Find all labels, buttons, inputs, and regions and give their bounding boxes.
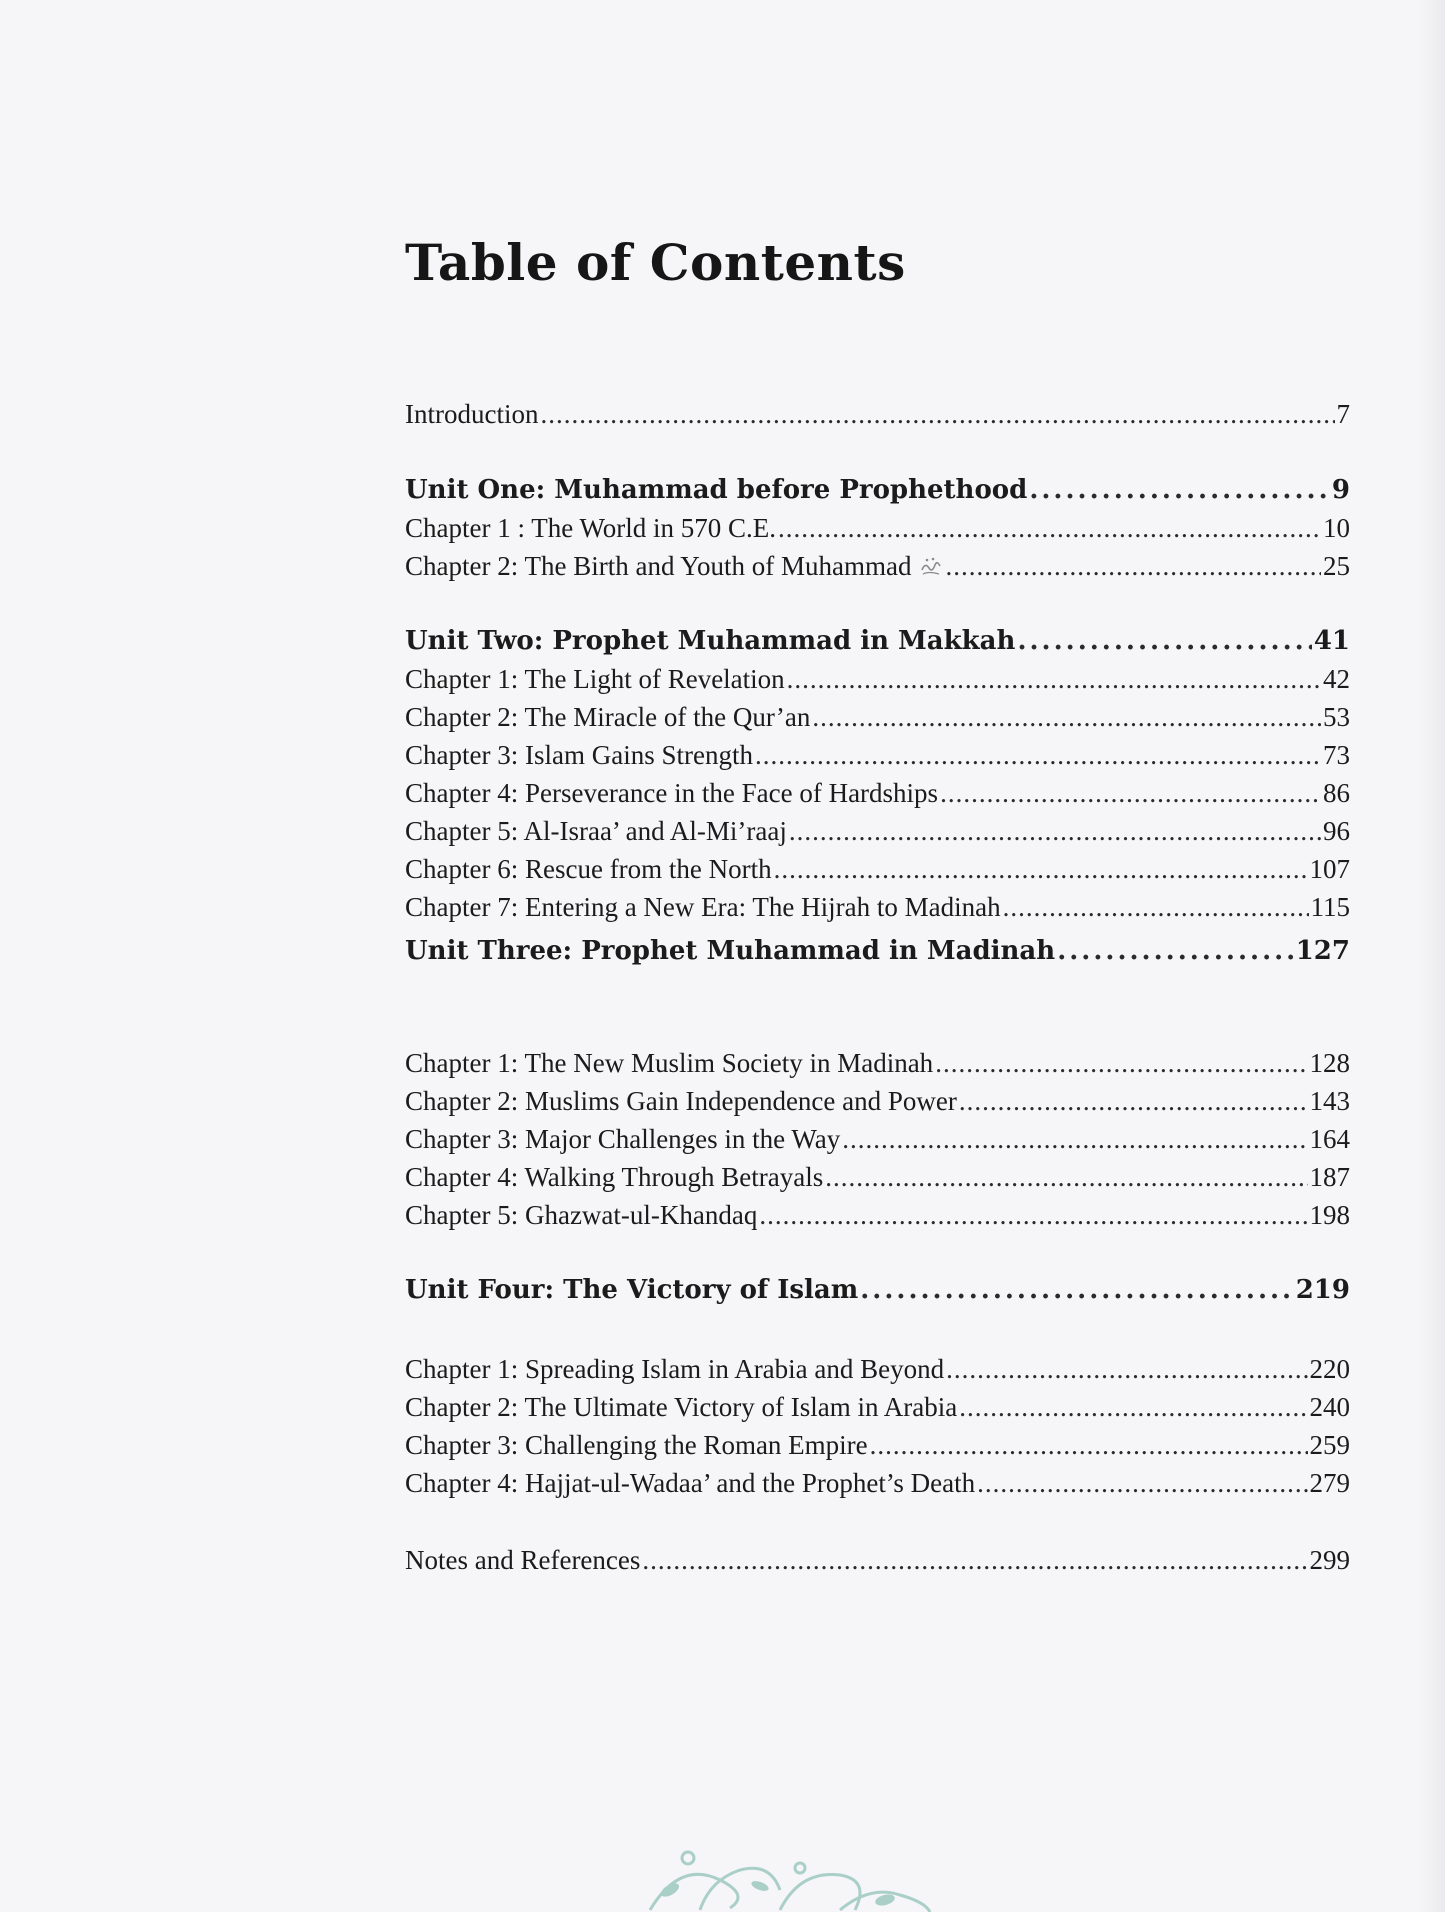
chapter-title: Chapter 1: The New Muslim Society in Madinah — [405, 1048, 934, 1078]
dot-leader — [789, 812, 1321, 850]
toc-unit-three-block — [405, 932, 1350, 970]
chapter-title: Chapter 3: Islam Gains Strength — [405, 740, 753, 770]
toc-page-number: 107 — [1309, 854, 1350, 884]
toc-unit-heading[interactable] — [405, 622, 1350, 660]
toc-chapter-entry[interactable] — [405, 1082, 1350, 1120]
dot-leader — [870, 1426, 1308, 1464]
toc-chapter-entry[interactable] — [405, 1464, 1350, 1502]
chapter-title: Chapter 2: The Birth and Youth of Muhammad — [405, 547, 943, 585]
dot-leader — [812, 698, 1321, 736]
chapter-title: Chapter 4: Hajjat-ul-Wadaa’ and the Prophet’s Death — [405, 1468, 976, 1498]
toc-chapter-entry[interactable] — [405, 736, 1350, 774]
chapter-title: Chapter 4: Perseverance in the Face of Hardships — [405, 778, 939, 808]
toc-page-number: 127 — [1295, 936, 1350, 966]
toc-intro-block — [405, 395, 1350, 433]
unit-title: Unit One: Muhammad before Prophethood — [405, 475, 1028, 505]
toc-unit-three-chapters — [405, 1044, 1350, 1234]
dot-leader — [759, 1196, 1307, 1234]
toc-page-number: 299 — [1309, 1545, 1350, 1575]
toc-page-number: 25 — [1323, 551, 1350, 581]
toc-entry-label: Notes and References — [405, 1545, 641, 1575]
toc-page-number: 240 — [1309, 1392, 1350, 1422]
toc-page-number: 187 — [1309, 1162, 1350, 1192]
toc-chapter-entry[interactable] — [405, 1196, 1350, 1234]
toc-chapter-entry[interactable] — [405, 774, 1350, 812]
chapter-title: Chapter 4: Walking Through Betrayals — [405, 1162, 824, 1192]
toc-chapter-entry[interactable] — [405, 660, 1350, 698]
dot-leader — [946, 1350, 1307, 1388]
chapter-title: Chapter 1 : The World in 570 C.E. — [405, 513, 777, 543]
chapter-title: Chapter 6: Rescue from the North — [405, 854, 772, 884]
dot-leader — [778, 509, 1321, 547]
toc-chapter-entry[interactable] — [405, 888, 1350, 926]
toc-chapter-entry[interactable] — [405, 1426, 1350, 1464]
dot-leader — [860, 1271, 1293, 1309]
toc-chapter-entry[interactable] — [405, 509, 1350, 547]
dot-leader — [1017, 622, 1311, 660]
toc-unit-heading[interactable] — [405, 932, 1350, 970]
dot-leader — [1029, 471, 1330, 509]
chapter-title: Chapter 3: Major Challenges in the Way — [405, 1124, 841, 1154]
dot-leader — [977, 1464, 1307, 1502]
toc-entry-notes[interactable] — [405, 1541, 1350, 1579]
dot-leader — [842, 1120, 1307, 1158]
toc-page-number: 219 — [1295, 1275, 1350, 1305]
chapter-title: Chapter 3: Challenging the Roman Empire — [405, 1430, 868, 1460]
toc-notes-block — [405, 1541, 1350, 1579]
floral-ornament-icon — [640, 1840, 940, 1912]
toc-page-number: 198 — [1309, 1200, 1350, 1230]
toc-chapter-entry[interactable] — [405, 547, 1350, 585]
dot-leader — [774, 850, 1308, 888]
page-edge-shadow — [1419, 0, 1445, 1912]
toc-page-number: 164 — [1309, 1124, 1350, 1154]
toc-chapter-entry[interactable] — [405, 1120, 1350, 1158]
toc-unit-four-block — [405, 1271, 1350, 1309]
toc-unit-one-block — [405, 471, 1350, 585]
toc-unit-four-chapters — [405, 1350, 1350, 1502]
toc-unit-heading[interactable] — [405, 471, 1350, 509]
toc-chapter-entry[interactable] — [405, 812, 1350, 850]
toc-page-number: 42 — [1323, 664, 1350, 694]
toc-page-number: 259 — [1309, 1430, 1350, 1460]
dot-leader — [959, 1082, 1308, 1120]
unit-title: Unit Four: The Victory of Islam — [405, 1275, 859, 1305]
toc-page-number: 86 — [1323, 778, 1350, 808]
dot-leader — [1057, 932, 1294, 970]
dot-leader — [940, 774, 1321, 812]
chapter-title: Chapter 5: Ghazwat-ul-Khandaq — [405, 1200, 758, 1230]
toc-page-number: 7 — [1336, 399, 1350, 429]
toc-page-number: 41 — [1313, 626, 1350, 656]
dot-leader — [1003, 888, 1309, 926]
page-title: Table of Contents — [405, 233, 906, 292]
dot-leader — [825, 1158, 1307, 1196]
toc-page-number: 279 — [1309, 1468, 1350, 1498]
dot-leader — [787, 660, 1321, 698]
dot-leader — [540, 395, 1334, 433]
dot-leader — [755, 736, 1321, 774]
chapter-title: Chapter 1: The Light of Revelation — [405, 664, 785, 694]
chapter-title: Chapter 2: Muslims Gain Independence and Power — [405, 1086, 957, 1116]
arabic-blessing-glyph-icon — [919, 550, 943, 574]
toc-page-number: 9 — [1331, 475, 1350, 505]
dot-leader — [935, 1044, 1307, 1082]
toc-unit-heading[interactable] — [405, 1271, 1350, 1309]
dot-leader — [959, 1388, 1307, 1426]
toc-page-number: 10 — [1323, 513, 1350, 543]
unit-title: Unit Two: Prophet Muhammad in Makkah — [405, 626, 1016, 656]
dot-leader — [642, 1541, 1307, 1579]
toc-page-number: 128 — [1309, 1048, 1350, 1078]
toc-page-number: 96 — [1323, 816, 1350, 846]
toc-page-number: 115 — [1310, 892, 1350, 922]
toc-page-number: 73 — [1323, 740, 1350, 770]
toc-entry-introduction[interactable] — [405, 395, 1350, 433]
chapter-title: Chapter 5: Al-Israa’ and Al-Mi’raaj — [405, 816, 787, 846]
chapter-title: Chapter 2: The Ultimate Victory of Islam in Arabia — [405, 1392, 958, 1422]
toc-page-number: 143 — [1309, 1086, 1350, 1116]
toc-chapter-entry[interactable] — [405, 1350, 1350, 1388]
toc-unit-two-block — [405, 622, 1350, 926]
toc-chapter-entry[interactable] — [405, 1158, 1350, 1196]
toc-chapter-entry[interactable] — [405, 1388, 1350, 1426]
chapter-title: Chapter 7: Entering a New Era: The Hijrah to Madinah — [405, 892, 1001, 922]
unit-title: Unit Three: Prophet Muhammad in Madinah — [405, 936, 1056, 966]
toc-entry-label: Introduction — [405, 399, 539, 429]
dot-leader — [945, 547, 1321, 585]
toc-page-number: 53 — [1323, 702, 1350, 732]
toc-chapter-entry[interactable] — [405, 850, 1350, 888]
chapter-title: Chapter 2: The Miracle of the Qur’an — [405, 702, 811, 732]
chapter-title: Chapter 1: Spreading Islam in Arabia and Beyond — [405, 1354, 945, 1384]
toc-chapter-entry[interactable] — [405, 698, 1350, 736]
toc-chapter-entry[interactable] — [405, 1044, 1350, 1082]
toc-page-number: 220 — [1309, 1354, 1350, 1384]
